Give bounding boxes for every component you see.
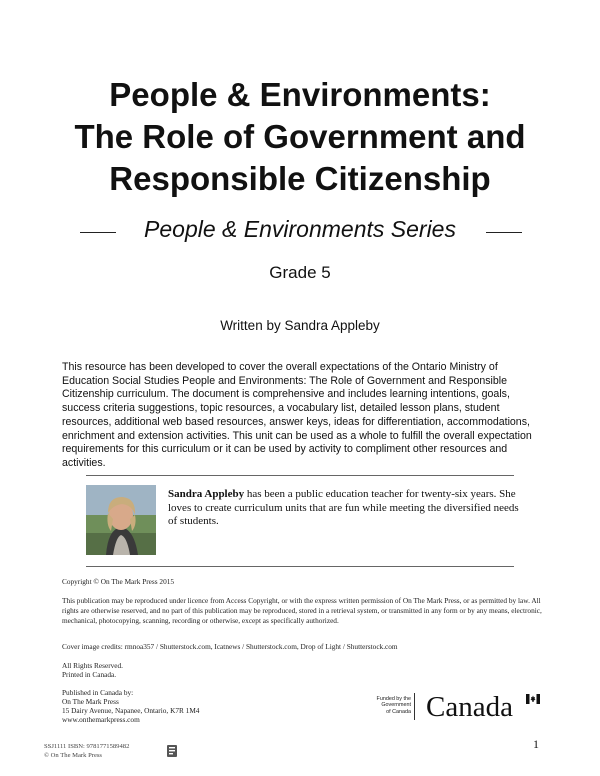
bio-divider-top [86,475,514,476]
author-byline: Written by Sandra Appleby [220,318,380,333]
author-name: Sandra Appleby [168,488,245,500]
series-rule-right [486,232,522,233]
canada-flag-icon [526,691,540,701]
author-bio [168,488,528,529]
canada-wordmark: Canada [426,691,513,723]
title-line-3: Responsible Citizenship [109,160,491,197]
publisher-address: 15 Dairy Avenue, Napanee, Ontario, K7R 1M4 [62,706,200,715]
document-title [0,74,600,200]
funded-line-3: of Canada [386,708,411,715]
footer-copyright: © On The Mark Press [44,751,102,759]
grade-level: Grade 5 [269,263,331,282]
funded-line-2: Government [381,702,411,709]
image-credits: Cover image credits: rmnoa357 / Shutterstock.com, Icatnews / Shutterstock.com, Drop of Light / Shutterstock.com [62,642,398,651]
resource-description: This resource has been developed to cover the overall expectations of the Ontario Ministry of Education Social Studies People and Environments: The Role of Government and Responsible Citizenship curriculum. The document is comprehensive and includes learning intentions, goals, success criteria suggestions, topic resources, a vocabulary list, detailed lesson plans, student resources, additional web based resources, answer keys, ideas for differentiation, accommodations, enrichment and extension activities. This unit can be used as a whole to fulfill the overall expectation requirements for this curriculum or it can be used by activity to compliment other resources and activities. [62,361,532,469]
rights-reserved: All Rights Reserved. [62,661,124,670]
series-heading [0,214,600,248]
bio-divider-bottom [86,566,514,567]
series-title: People & Environments Series [144,216,456,242]
author-photo [86,485,156,555]
footer-isbn: SSJ1111 ISBN: 9781771589482 [44,743,130,750]
funding-divider [414,693,415,720]
book-icon [166,744,178,758]
license-notice: This publication may be reproduced under licence from Access Copyright, or with the express written permission of On The Mark Press, or as permitted by law. All rights are otherwise reserved, and no part of this publication may be reproduced, stored in a retrieval system, or transmitted in any form or by any means, electronic, mechanical, photocopying, scanning, recording or otherwise, except as specifically authorized. [62,596,542,625]
copyright-notice: Copyright © On The Mark Press 2015 [62,577,175,586]
author-bio-text: has been a public education teacher for twenty-six years. She loves to create curriculum units that are fun while meeting the diversified needs of students. [168,488,519,528]
publisher-website: www.onthemarkpress.com [62,715,140,724]
funded-by-label [359,696,411,715]
page-number: 1 [533,737,539,751]
title-line-2: The Role of Government and [74,118,526,155]
title-line-1: People & Environments: [109,76,491,113]
funded-line-1: Funded by the [376,696,411,702]
publisher-name: On The Mark Press [62,697,119,706]
publisher-label: Published in Canada by: [62,688,134,697]
printed-in: Printed in Canada. [62,670,117,679]
footer-info [44,743,129,760]
